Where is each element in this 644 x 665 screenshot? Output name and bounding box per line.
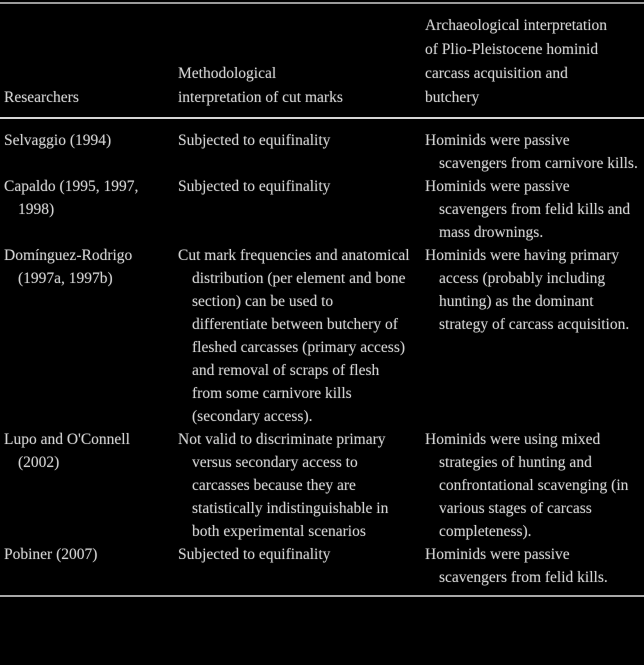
researcher-name: Capaldo (1995, 1997, 1998) [4,178,139,218]
cell-methodological [178,428,425,543]
cell-methodological [178,175,425,244]
cell-archaeological [425,244,644,428]
header-line: Methodological [178,65,277,82]
methodological-text: Not valid to discriminate primary versus secondary access to carcasses because they are statistically indistinguishable in both experimental scenarios [178,431,389,540]
cell-methodological [178,543,425,596]
column-header-archaeological-interpretation [425,3,644,118]
header-line: interpretation of cut marks [178,89,343,106]
researcher-name: Selvaggio (1994) [4,132,112,149]
table-header [0,3,644,118]
cell-researcher [0,118,178,175]
column-header-researchers [0,3,178,118]
header-row [0,3,644,118]
methodological-text: Subjected to equifinality [178,178,331,195]
archaeological-text: Hominids were passive scavengers from felid kills. [425,546,608,586]
cut-marks-interpretation-table [0,2,644,597]
archaeological-text: Hominids were passive scavengers from felid kills and mass drownings. [425,178,631,241]
cell-researcher [0,244,178,428]
archaeological-text: Hominids were using mixed strategies of hunting and confrontational scavenging (in various stages of carcass completeness). [425,431,629,540]
column-header-methodological-interpretation [178,3,425,118]
table-row-dominguez-rodrigo [0,244,644,428]
archaeological-text: Hominids were having primary access (probably including hunting) as the dominant strategy of carcass acquisition. [425,247,630,333]
cell-archaeological [425,118,644,175]
archaeological-text: Hominids were passive scavengers from carnivore kills. [425,132,638,172]
header-line: carcass acquisition and [425,65,568,82]
table-body [0,118,644,596]
methodological-text: Subjected to equifinality [178,546,331,563]
header-line: of Plio-Pleistocene hominid [425,41,599,58]
header-line: Archaeological interpretation [425,17,608,34]
table-row-lupo-oconnell [0,428,644,543]
header-line: Researchers [4,89,79,106]
researcher-name: Domínguez-Rodrigo (1997a, 1997b) [4,247,133,287]
table-row-selvaggio [0,118,644,175]
researcher-name: Lupo and O'Connell (2002) [4,431,130,471]
methodological-text: Cut mark frequencies and anatomical distribution (per element and bone section) can be used to differentiate between butchery of fleshed carcasses (primary access) and removal of scraps of flesh from some carnivore kills (secondary access). [178,247,410,425]
table-row-capaldo [0,175,644,244]
cell-methodological [178,118,425,175]
cell-archaeological [425,175,644,244]
cell-researcher [0,175,178,244]
cell-methodological [178,244,425,428]
cell-researcher [0,543,178,596]
cell-researcher [0,428,178,543]
researcher-name: Pobiner (2007) [4,546,98,563]
methodological-text: Subjected to equifinality [178,132,331,149]
header-line: butchery [425,89,480,106]
cell-archaeological [425,543,644,596]
cell-archaeological [425,428,644,543]
table-row-pobiner [0,543,644,596]
